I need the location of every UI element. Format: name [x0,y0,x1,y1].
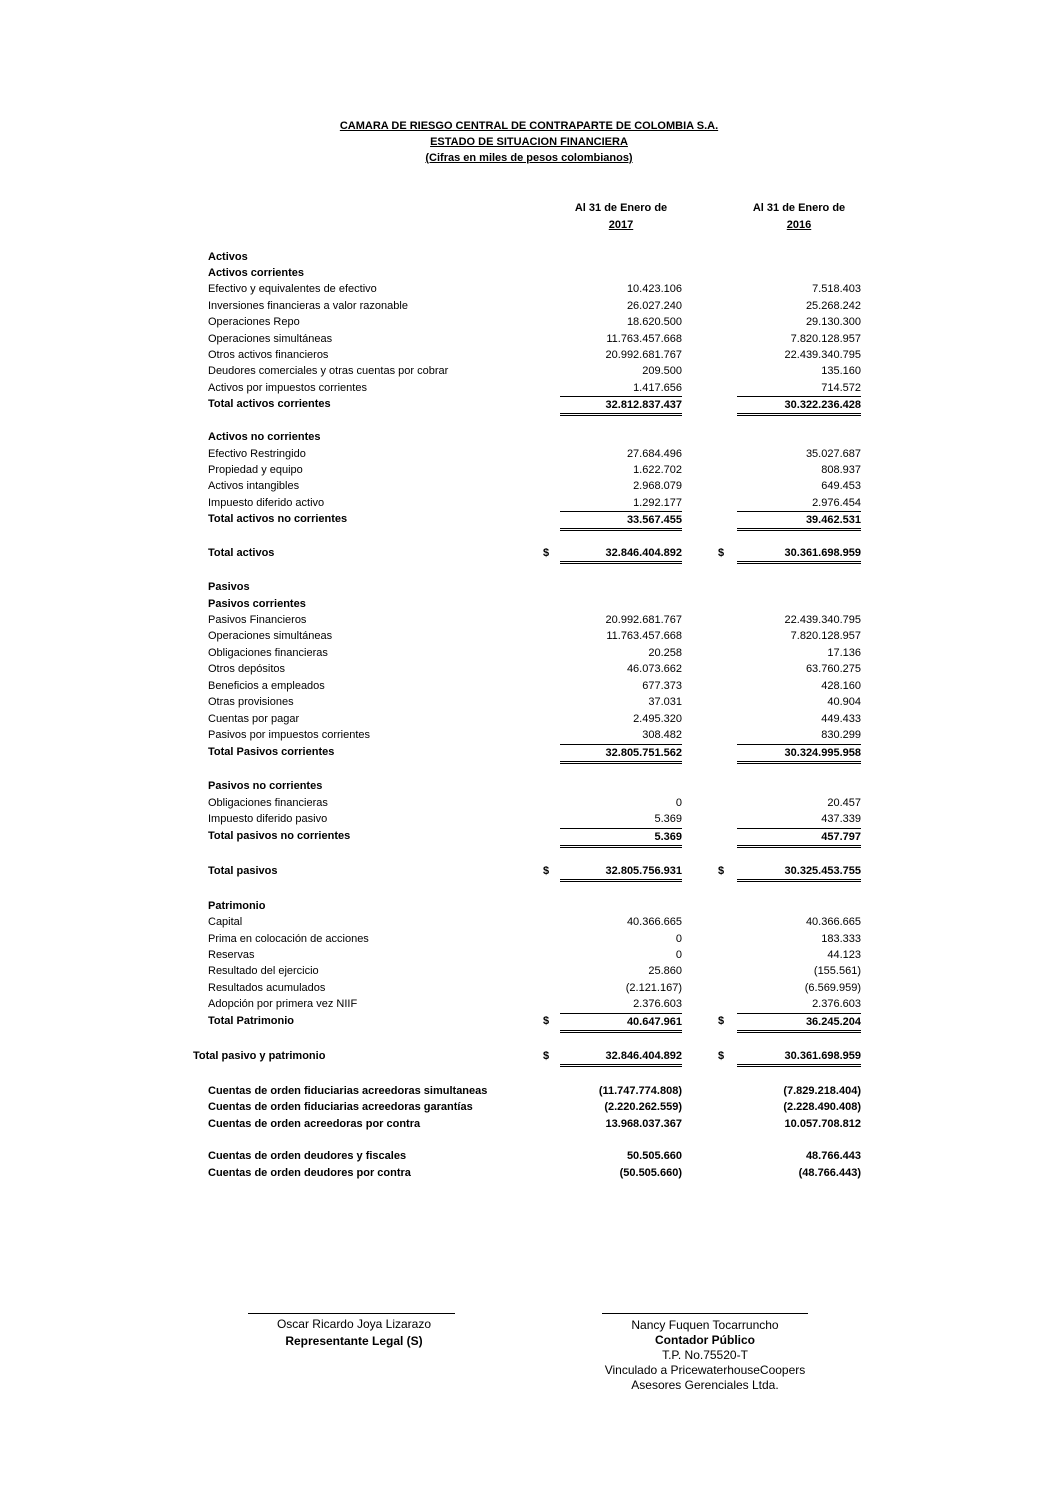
statement-row [0,347,1058,363]
statement-row [0,249,1058,265]
statement-row [0,645,1058,661]
signature-line-right [602,1313,808,1314]
row-label: Operaciones simultáneas [208,333,333,345]
value-2016: 7.518.403 [812,283,861,295]
statement-row [0,963,1058,979]
statement-row [0,931,1058,947]
value-2017: 2.968.079 [633,480,682,492]
row-label: Total Patrimonio [208,1015,294,1027]
value-2016: 30.361.698.959 [737,545,861,564]
statement-row [0,661,1058,677]
row-label: Total activos [208,547,275,559]
row-label: Pasivos corrientes [208,598,306,610]
currency-symbol: $ [543,865,550,877]
value-2016: 830.299 [821,729,861,741]
value-2017: 32.812.837.437 [560,396,682,416]
value-2017: 18.620.500 [626,316,682,328]
statement-row [0,314,1058,330]
value-2016: (155.561) [813,965,861,977]
currency-symbol: $ [543,1050,550,1062]
statement-row [0,1148,1058,1164]
column-header-2017 [536,200,706,234]
statement-row [0,1013,1058,1029]
row-label: Operaciones Repo [208,316,300,328]
row-label: Inversiones financieras a valor razonable [208,300,408,312]
row-label: Total pasivos no corrientes [208,830,351,842]
column-year: 2016 [786,219,812,231]
signer-title: Contador Público [655,1333,755,1347]
row-label: Cuentas de orden deudores por contra [208,1167,411,1179]
statement-row [0,511,1058,527]
value-2016: 10.057.708.812 [784,1118,861,1130]
value-2016: 17.136 [827,647,861,659]
value-2016: 44.123 [827,949,861,961]
value-2017: 32.846.404.892 [560,1048,682,1067]
statement-row [0,778,1058,794]
statement-row [0,281,1058,297]
value-2017: 20.992.681.767 [605,614,682,626]
row-label: Obligaciones financieras [208,647,328,659]
value-2017: 20.258 [648,647,682,659]
value-2017: 46.073.662 [626,663,682,675]
row-label: Propiedad y equipo [208,464,303,476]
row-label: Activos no corrientes [208,431,321,443]
value-2016: 449.433 [821,713,861,725]
row-label: Cuentas por pagar [208,713,300,725]
value-2017: 0 [675,949,682,961]
statement-row [0,462,1058,478]
statement-title: ESTADO DE SITUACION FINANCIERA [430,136,628,148]
value-2016: 40.904 [827,696,861,708]
currency-symbol: $ [543,1015,550,1027]
statement-row [0,828,1058,844]
value-2016: 39.462.531 [737,511,861,531]
row-label: Prima en colocación de acciones [208,933,369,945]
row-label: Pasivos por impuestos corrientes [208,729,371,741]
signer-affiliation: Vinculado a PricewaterhouseCoopers [604,1363,806,1377]
value-2016: 35.027.687 [805,448,861,460]
value-2017: 11.763.457.668 [606,333,682,345]
statement-row [0,1083,1058,1099]
value-2016: 63.760.275 [805,663,861,675]
value-2016: 2.376.603 [812,998,861,1010]
statement-row [0,396,1058,412]
signer-license: T.P. No.75520-T [662,1348,748,1362]
statement-row [0,380,1058,396]
currency-symbol: $ [543,547,550,559]
row-label: Activos intangibles [208,480,300,492]
row-label: Total activos no corrientes [208,513,348,525]
signer-name: Oscar Ricardo Joya Lizarazo [276,1317,432,1331]
value-2017: 26.027.240 [626,300,682,312]
value-2016: 714.572 [821,382,861,394]
row-label: Impuesto diferido pasivo [208,813,328,825]
value-2017: 2.376.603 [633,998,682,1010]
value-2017: 40.366.665 [626,916,682,928]
value-2017: 5.369 [560,828,682,848]
value-2016: 22.439.340.795 [784,614,861,626]
row-label: Impuesto diferido activo [208,497,325,509]
signature-block-right [570,1318,840,1393]
statement-row [0,711,1058,727]
value-2016: 30.322.236.428 [737,396,861,416]
statement-row [0,811,1058,827]
value-2016: 22.439.340.795 [784,349,861,361]
row-label: Beneficios a empleados [208,680,325,692]
value-2017: 27.684.496 [626,448,682,460]
value-2017: 10.423.106 [626,283,682,295]
value-2016: 36.245.204 [737,1013,861,1033]
statement-row [0,678,1058,694]
statement-row [0,863,1058,879]
row-label: Total pasivos [208,865,278,877]
column-label: Al 31 de Enero de [752,202,846,214]
value-2017: 2.495.320 [633,713,682,725]
row-label: Pasivos Financieros [208,614,307,626]
value-2017: 1.417.656 [633,382,682,394]
value-2017: 1.292.177 [633,497,682,509]
row-label: Pasivos no corrientes [208,780,323,792]
row-label: Efectivo Restringido [208,448,306,460]
value-2016: (48.766.443) [798,1167,861,1179]
value-2017: 32.846.404.892 [560,545,682,564]
value-2016: 457.797 [737,828,861,848]
value-2016: (7.829.218.404) [783,1085,861,1097]
row-label: Adopción por primera vez NIIF [208,998,358,1010]
row-label: Activos corrientes [208,267,304,279]
statement-row [0,947,1058,963]
value-2017: 32.805.756.931 [560,863,682,882]
value-2016: (6.569.959) [804,982,861,994]
statement-row [0,363,1058,379]
row-label: Operaciones simultáneas [208,630,333,642]
value-2017: 209.500 [642,365,682,377]
value-2016: (2.228.490.408) [783,1101,861,1113]
signature-block-left [228,1317,480,1349]
row-label: Otros activos financieros [208,349,329,361]
value-2017: 40.647.961 [560,1013,682,1033]
row-label: Activos por impuestos corrientes [208,382,367,394]
row-label: Total activos corrientes [208,398,331,410]
column-year: 2017 [608,219,634,231]
row-label: Otras provisiones [208,696,294,708]
row-label: Deudores comerciales y otras cuentas por cobrar [208,365,449,377]
currency-symbol: $ [718,1015,725,1027]
value-2016: 135.160 [821,365,861,377]
row-label: Capital [208,916,243,928]
value-2017: 11.763.457.668 [606,630,682,642]
row-label: Otros depósitos [208,663,286,675]
value-2017: 25.860 [648,965,682,977]
row-label: Total pasivo y patrimonio [193,1050,326,1062]
statement-row [0,1099,1058,1115]
statement-row [0,446,1058,462]
value-2016: 30.361.698.959 [737,1048,861,1067]
statement-row [0,478,1058,494]
value-2017: 32.805.751.562 [560,744,682,764]
statement-row [0,1116,1058,1132]
value-2016: 808.937 [821,464,861,476]
statement-row [0,914,1058,930]
value-2017: (50.505.660) [619,1167,682,1179]
signer-title: Representante Legal (S) [285,1334,423,1348]
value-2017: 13.968.037.367 [605,1118,682,1130]
company-name: CAMARA DE RIESGO CENTRAL DE CONTRAPARTE DE COLOMBIA S.A. [339,120,719,132]
value-2017: (2.220.262.559) [604,1101,682,1113]
statement-row [0,795,1058,811]
statement-row [0,495,1058,511]
row-label: Cuentas de orden fiduciarias acreedoras simultaneas [208,1085,488,1097]
value-2016: 29.130.300 [805,316,861,328]
currency-symbol: $ [718,547,725,559]
value-2016: 30.324.995.958 [737,744,861,764]
row-label: Total Pasivos corrientes [208,746,335,758]
row-label: Cuentas de orden deudores y fiscales [208,1150,407,1162]
row-label: Resultados acumulados [208,982,326,994]
statement-row [0,694,1058,710]
statement-row [0,744,1058,760]
value-2017: 0 [675,933,682,945]
value-2017: 677.373 [642,680,682,692]
value-2016: 7.820.128.957 [790,333,861,345]
statement-row [0,596,1058,612]
row-label: Cuentas de orden fiduciarias acreedoras garantías [208,1101,473,1113]
value-2016: 183.333 [821,933,861,945]
row-label: Pasivos [208,581,250,593]
currency-symbol: $ [718,1050,725,1062]
value-2016: 7.820.128.957 [790,630,861,642]
row-label: Resultado del ejercicio [208,965,319,977]
currency-symbol: $ [718,865,725,877]
units-note: (Cifras en miles de pesos colombianos) [425,152,633,164]
statement-row [0,628,1058,644]
statement-row [0,298,1058,314]
statement-row [0,612,1058,628]
signer-name: Nancy Fuquen Tocarruncho [631,1318,779,1332]
value-2016: 25.268.242 [805,300,861,312]
statement-row [0,898,1058,914]
value-2017: 50.505.660 [626,1150,682,1162]
value-2017: 1.622.702 [633,464,682,476]
statement-row [0,1165,1058,1181]
statement-row [0,331,1058,347]
statement-row [0,980,1058,996]
statement-row [0,727,1058,743]
signature-line-left [248,1313,455,1314]
value-2016: 30.325.453.755 [737,863,861,882]
value-2017: 308.482 [642,729,682,741]
statement-row [0,265,1058,281]
value-2017: 37.031 [648,696,682,708]
row-label: Patrimonio [208,900,266,912]
column-label: Al 31 de Enero de [574,202,668,214]
value-2016: 20.457 [827,797,861,809]
value-2017: (2.121.167) [625,982,682,994]
column-header-2016 [714,200,884,234]
row-label: Obligaciones financieras [208,797,328,809]
row-label: Cuentas de orden acreedoras por contra [208,1118,421,1130]
statement-row [0,429,1058,445]
value-2016: 428.160 [821,680,861,692]
row-label: Efectivo y equivalentes de efectivo [208,283,377,295]
value-2017: (11.747.774.808) [598,1085,682,1097]
value-2016: 649.453 [821,480,861,492]
statement-row [0,579,1058,595]
value-2017: 33.567.455 [560,511,682,531]
statement-row [0,1048,1058,1064]
statement-row [0,545,1058,561]
value-2017: 0 [675,797,682,809]
row-label: Reservas [208,949,255,961]
value-2016: 48.766.443 [805,1150,861,1162]
statement-row [0,996,1058,1012]
value-2017: 20.992.681.767 [605,349,682,361]
value-2017: 5.369 [654,813,682,825]
value-2016: 2.976.454 [812,497,861,509]
value-2016: 40.366.665 [805,916,861,928]
value-2016: 437.339 [821,813,861,825]
signer-company: Asesores Gerenciales Ltda. [631,1378,779,1392]
row-label: Activos [208,251,248,263]
